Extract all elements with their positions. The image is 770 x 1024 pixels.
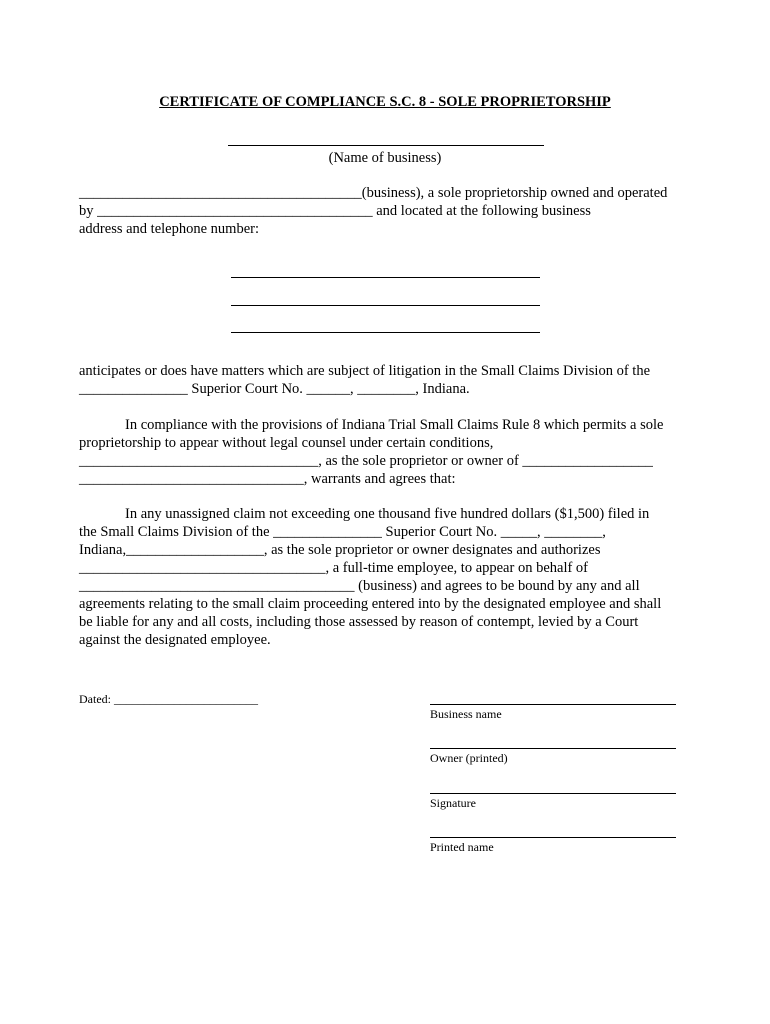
para3-line3: _________________________________, as the sole proprietor or owner of __________________: [79, 453, 653, 469]
para4-line2: the Small Claims Division of the _______________ Superior Court No. _____, ________,: [79, 524, 606, 540]
para3-line1: In compliance with the provisions of Indiana Trial Small Claims Rule 8 which permits a sole: [125, 417, 664, 433]
dated-field: Dated: ________________________: [79, 692, 258, 706]
para4-line1: In any unassigned claim not exceeding one thousand five hundred dollars ($1,500) filed in: [125, 506, 650, 522]
para1-line1: _______________________________________(business), a sole proprietorship owned and operated: [79, 185, 668, 201]
para4-line6: agreements relating to the small claim proceeding entered into by the designated employee and shall: [79, 596, 662, 612]
address-line-2: [231, 305, 540, 306]
para2-line1: anticipates or does have matters which are subject of litigation in the Small Claims Division of the: [79, 363, 651, 379]
para1-line3: address and telephone number:: [79, 221, 259, 237]
para3-line2: proprietorship to appear without legal counsel under certain conditions,: [79, 435, 494, 451]
business-name-line: [430, 704, 676, 705]
name-of-business-label: (Name of business): [328, 150, 442, 166]
business-name-label: Business name: [430, 707, 502, 721]
owner-printed-line: [430, 748, 676, 749]
name-of-business-line: [228, 145, 544, 146]
para4-line3: Indiana,___________________, as the sole proprietor or owner designates and authorizes: [79, 542, 601, 558]
para4-line7: be liable for any and all costs, including those assessed by reason of contempt, levied by a Court: [79, 614, 639, 630]
para3-line4: _______________________________, warrants and agrees that:: [79, 471, 456, 487]
para1-line2: by ______________________________________ and located at the following business: [79, 203, 591, 219]
address-line-3: [231, 332, 540, 333]
signature-line: [430, 793, 676, 794]
printed-name-line: [430, 837, 676, 838]
para4-line4: __________________________________, a full-time employee, to appear on behalf of: [79, 560, 589, 576]
para4-line5: ______________________________________ (business) and agrees to be bound by any and all: [79, 578, 640, 594]
owner-printed-label: Owner (printed): [430, 751, 508, 765]
address-line-1: [231, 277, 540, 278]
para2-line2: _______________ Superior Court No. ______, ________, Indiana.: [79, 381, 470, 397]
document-title: CERTIFICATE OF COMPLIANCE S.C. 8 - SOLE PROPRIETORSHIP: [159, 94, 611, 110]
signature-label: Signature: [430, 796, 476, 810]
para4-line8: against the designated employee.: [79, 632, 271, 648]
printed-name-label: Printed name: [430, 840, 494, 854]
